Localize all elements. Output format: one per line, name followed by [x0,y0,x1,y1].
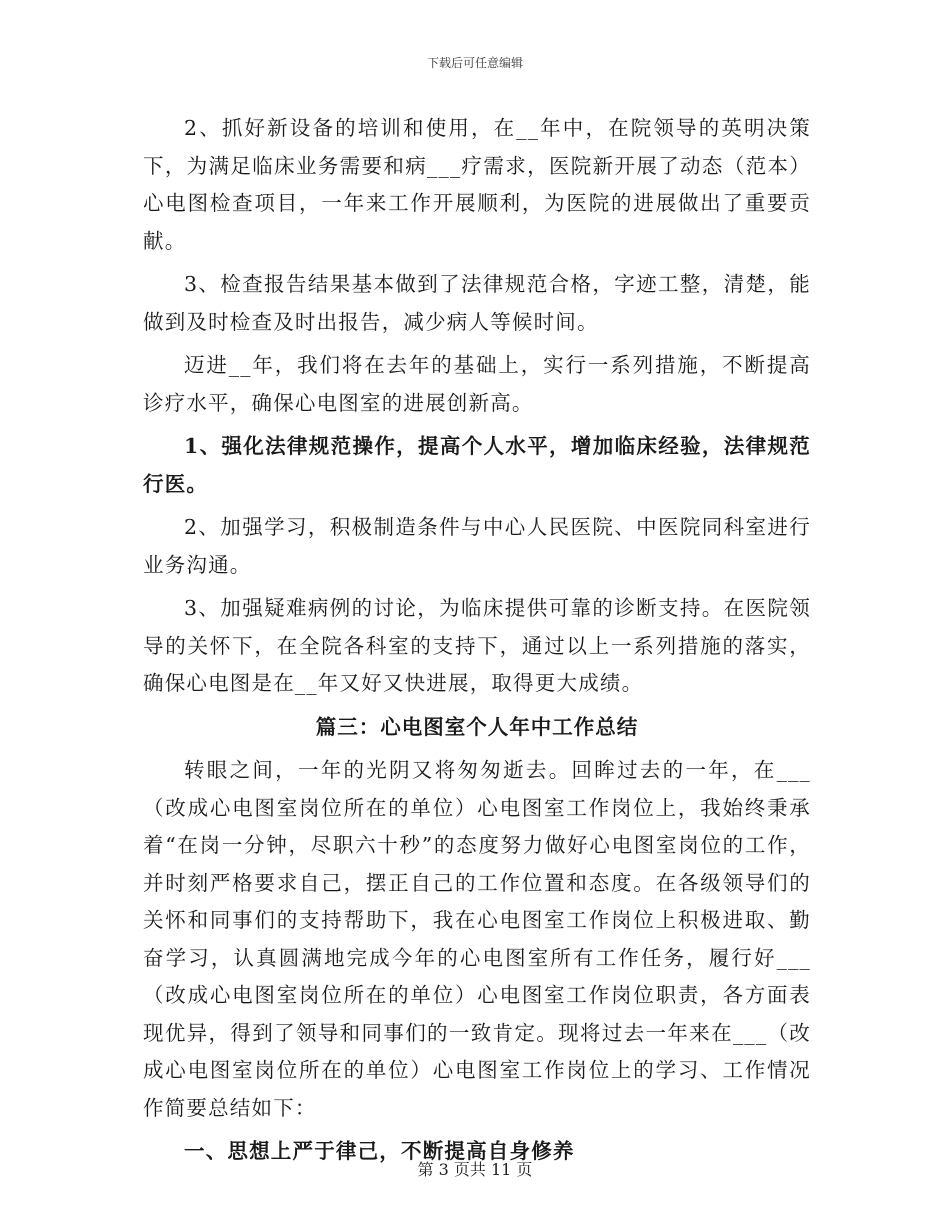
document-body [143,110,811,1177]
paragraph-equipment-training: 2、抓好新设备的培训和使用，在__年中，在院领导的英明决策下，为满足临床业务需要和病___疗需求，医院新开展了动态（范本）心电图检查项目，一年来工作开展顺利，为医院的进展做出了重要贡献。 [143,116,811,253]
paragraph-next-year-plan: 迈进__年，我们将在去年的基础上，实行一系列措施，不断提高诊疗水平，确保心电图室的进展创新高。 [143,353,811,415]
paragraph-plan-item-2: 2、加强学习，积极制造条件与中心人民医院、中医院同科室进行业务沟通。 [143,515,811,577]
section-title: 篇三：心电图室个人年中工作总结 [315,714,639,739]
paragraph-subheading-ideology: 一、思想上严于律己，不断提高自身修养 [184,1139,575,1163]
page-header: 下载后可任意编辑 [426,56,523,70]
paragraph-plan-item-1: 1、强化法律规范操作，提高个人水平，增加临床经验，法律规范行医。 [143,434,811,496]
paragraph-summary-intro: 转眼之间，一年的光阴又将匆匆逝去。回眸过去的一年，在___（改成心电图室岗位所在的单位）心电图室工作岗位上，我始终秉承着“在岗一分钟，尽职六十秒”的态度努力做好心电图室岗位的工作，并时刻严格要求自己，摆正自己的工作位置和态度。在各级领导们的关怀和同事们的支持帮助下，我在心电图室工作岗位上积极进取、勤奋学习，认真圆满地完成今年的心电图室所有工作任务，履行好___（改成心电图室岗位所在的单位）心电图室工作岗位职责，各方面表现优异，得到了领导和同事们的一致肯定。现将过去一年来在___（改成心电图室岗位所在的单位）心电图室工作岗位上的学习、工作情况作简要总结如下： [143,758,811,1120]
paragraph-plan-item-3: 3、加强疑难病例的讨论，为临床提供可靠的诊断支持。在医院领导的关怀下，在全院各科室的支持下，通过以上一系列措施的落实，确保心电图是在__年又好又快进展，取得更大成绩。 [143,596,811,695]
page-number: 第 3 页共 11 页 [417,1160,533,1179]
paragraph-report-quality: 3、检查报告结果基本做到了法律规范合格，字迹工整，清楚，能做到及时检查及时出报告，减少病人等候时间。 [143,272,811,334]
